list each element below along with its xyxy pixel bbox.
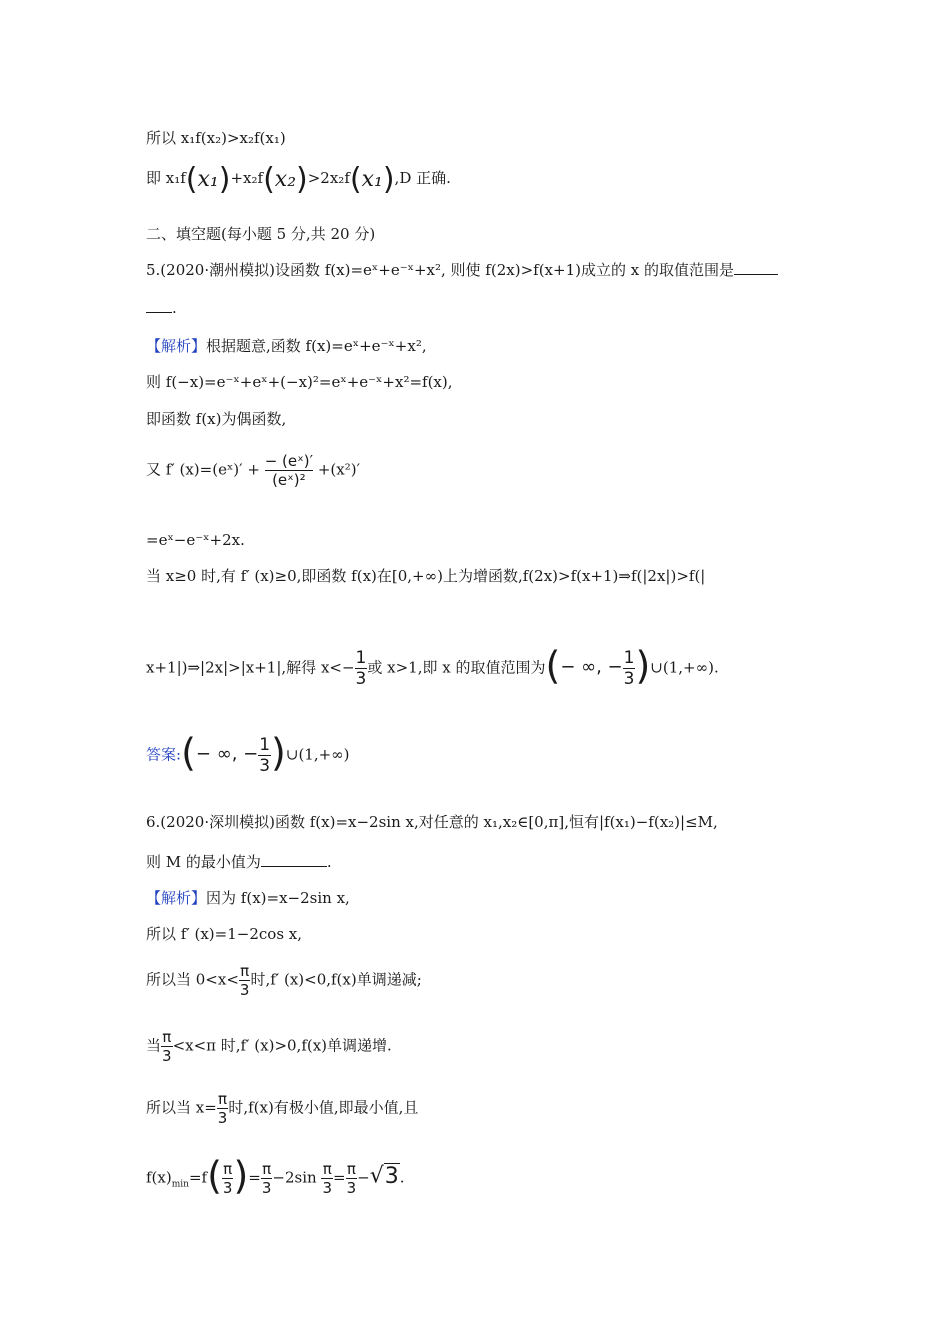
answer-blank [734, 274, 778, 275]
answer-blank [146, 312, 172, 313]
neg-infinity: − ∞, − [560, 656, 623, 678]
solve-post: ∪(1,+∞). [650, 658, 719, 677]
analysis-6-line-6 [146, 1153, 405, 1198]
answer-label: 答案: [146, 745, 182, 764]
sqrt-three: √3 [369, 1163, 399, 1189]
paren: ( [545, 643, 561, 688]
fraction-denominator: 3 [355, 669, 367, 689]
x2-term: x₂ [274, 167, 297, 192]
line-2 [146, 162, 451, 197]
fraction-denominator: 3 [623, 669, 635, 689]
analysis-6-line-4 [146, 1028, 392, 1065]
fraction-denominator: 3 [322, 1179, 332, 1197]
analysis-6-line-3 [146, 962, 422, 999]
question-6-text-2: 则 M 的最小值为 [146, 853, 261, 871]
fraction-denominator: 3 [162, 1047, 172, 1065]
line-2-mid: +x₂f [230, 169, 264, 187]
paren: ( [263, 162, 275, 197]
fraction-numerator: π [322, 1160, 332, 1178]
paren: ) [635, 643, 651, 688]
pi-third-fraction [217, 1090, 229, 1127]
question-5 [146, 260, 778, 280]
analysis-5-line-7 [146, 643, 719, 689]
analysis-tag: 【解析】 [146, 337, 207, 355]
paren: ( [207, 1153, 222, 1198]
derivative-fraction [265, 452, 313, 489]
fraction-numerator: π [240, 962, 250, 980]
pi-third-fraction [346, 1160, 358, 1197]
one-third-fraction [623, 648, 636, 689]
analysis-5-line-4 [146, 452, 360, 489]
analysis-6-line-2: 所以 f′ (x)=1−2cos x, [146, 925, 303, 943]
analysis-5-text-1: 根据题意,函数 f(x)=eˣ+e⁻ˣ+x², [206, 337, 427, 355]
analysis-5-line-6: 当 x≥0 时,有 f′ (x)≥0,即函数 f(x)在[0,+∞)上为增函数,f(2x)>f(x+1)⇒f(|2x|)>f(| [146, 567, 706, 585]
answer-post: ∪(1,+∞) [285, 745, 350, 764]
paren: ) [296, 162, 308, 197]
fmin-eq: =f [188, 1168, 208, 1187]
fraction-denominator: 3 [217, 1109, 228, 1127]
fraction-numerator: π [162, 1028, 172, 1046]
paren: ( [349, 162, 362, 197]
section-title: 二、填空题(每小题 5 分,共 20 分) [146, 225, 376, 243]
a6-5-pre: 所以当 x= [146, 1098, 217, 1117]
analysis-5-line-3: 即函数 f(x)为偶函数, [146, 410, 287, 428]
analysis-6-line-1 [146, 888, 350, 908]
fmin-m2: −2sin [272, 1168, 317, 1187]
paren: ( [185, 162, 198, 197]
radicand: 3 [384, 1163, 399, 1189]
pi-third-fraction [261, 1160, 273, 1197]
fmin-end: . [399, 1168, 405, 1187]
fraction-numerator: π [346, 1160, 356, 1178]
fraction-numerator: 1 [355, 648, 367, 668]
fmin-m3: = [333, 1168, 346, 1187]
analysis-6-line-5 [146, 1090, 418, 1127]
fraction-denominator: 3 [222, 1179, 233, 1197]
a6-3-post: 时,f′ (x)<0,f(x)单调递减; [250, 970, 422, 989]
fraction-numerator: π [223, 1160, 233, 1178]
analysis-5-line-1 [146, 336, 427, 356]
question-5-text: 5.(2020·潮州模拟)设函数 f(x)=eˣ+e⁻ˣ+x², 则使 f(2x)>f(x+1)成立的 x 的取值范围是 [146, 261, 734, 279]
solve-pre: x+1|)⇒|2x|>|x+1|,解得 x<− [146, 658, 355, 677]
question-6: 6.(2020·深圳模拟)函数 f(x)=x−2sin x,对任意的 x₁,x₂∈[0,π],恒有|f(x₁)−f(x₂)|≤M, [146, 813, 718, 831]
fmin-sub: min [171, 1179, 189, 1190]
question-6-period: . [326, 853, 332, 871]
paren: ) [271, 730, 286, 775]
paren: ) [218, 162, 231, 197]
derivative-post: +(x²)′ [317, 460, 360, 479]
fraction-numerator: 1 [623, 648, 635, 668]
question-5-period: . [172, 299, 177, 317]
pi-third-fraction [222, 1160, 234, 1197]
a6-4-pre: 当 [146, 1036, 162, 1055]
fmin-m1: = [248, 1168, 261, 1187]
neg-infinity: − ∞, − [195, 743, 259, 765]
fraction-denominator: 3 [261, 1179, 272, 1197]
a6-4-post: <x<π 时,f′ (x)>0,f(x)单调递增. [172, 1036, 392, 1055]
analysis-6-text-1: 因为 f(x)=x−2sin x, [206, 889, 350, 907]
fmin-m4: − [357, 1168, 370, 1187]
line-2-pre: 即 x₁f [146, 169, 186, 187]
analysis-tag: 【解析】 [146, 889, 207, 907]
x1-term: x₁ [197, 167, 219, 192]
x1-term: x₁ [361, 167, 383, 192]
fraction-denominator: (eˣ)² [265, 470, 313, 489]
fraction-numerator: 1 [259, 735, 271, 755]
fraction-denominator: 3 [239, 981, 250, 999]
question-6-line-2 [146, 852, 332, 872]
fraction-numerator: − (eˣ)′ [264, 452, 314, 470]
line-1: 所以 x₁f(x₂)>x₂f(x₁) [146, 129, 286, 147]
line-2-mid2: >2x₂f [307, 169, 350, 187]
analysis-5-line-2: 则 f(−x)=e⁻ˣ+eˣ+(−x)²=eˣ+e⁻ˣ+x²=f(x), [146, 373, 453, 391]
a6-5-post: 时,f(x)有极小值,即最小值,且 [228, 1098, 419, 1117]
pi-third-fraction [161, 1028, 173, 1065]
paren: ( [181, 730, 196, 775]
analysis-5-line-5: =eˣ−e⁻ˣ+2x. [146, 531, 245, 549]
pi-third-fraction [239, 962, 251, 999]
one-third-fraction [355, 648, 368, 689]
a6-3-pre: 所以当 0<x< [146, 970, 239, 989]
fmin-pre: f(x) [146, 1168, 172, 1187]
solve-mid: 或 x>1,即 x 的取值范围为 [367, 658, 546, 677]
question-5-tail [146, 298, 177, 318]
fraction-denominator: 3 [259, 756, 271, 776]
answer-5 [146, 730, 350, 776]
derivative-pre: 又 f′ (x)=(eˣ)′ + [146, 460, 260, 479]
fraction-denominator: 3 [346, 1179, 357, 1197]
answer-blank [261, 866, 327, 867]
fraction-numerator: π [262, 1160, 272, 1178]
one-third-fraction [258, 735, 271, 776]
paren: ) [382, 162, 395, 197]
fraction-numerator: π [218, 1090, 228, 1108]
paren: ) [233, 1153, 249, 1198]
pi-third-fraction [321, 1160, 333, 1197]
line-2-post: ,D 正确. [394, 169, 451, 187]
